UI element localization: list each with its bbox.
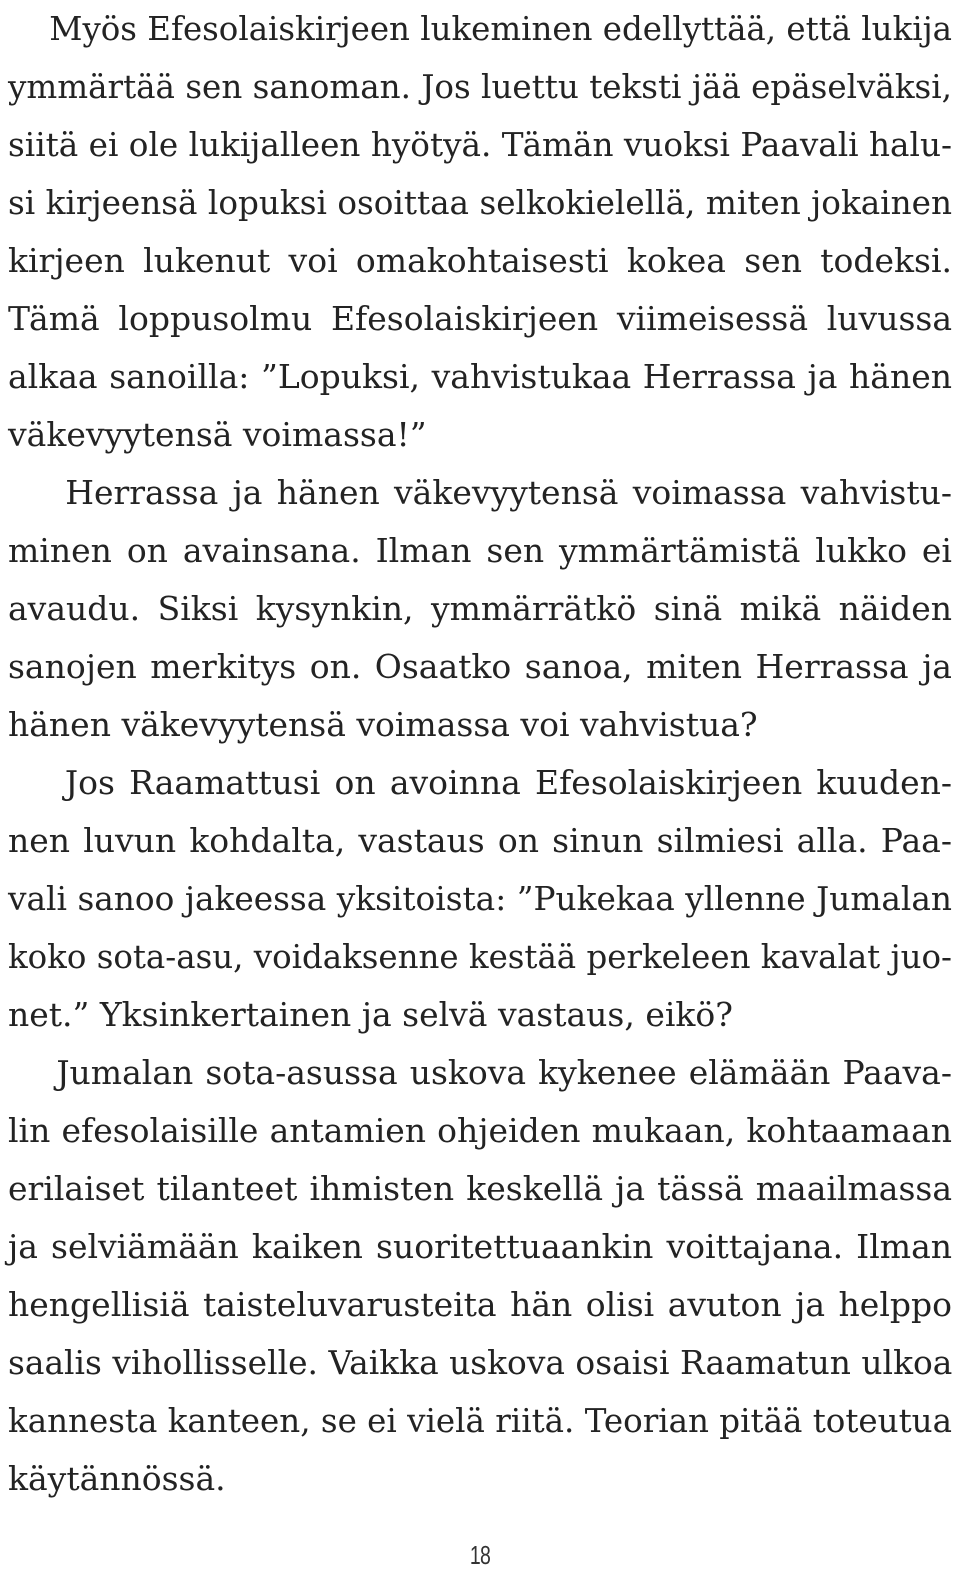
text-line: ja selviämään kaiken suoritettuaankin voittajana. Ilman — [8, 1227, 952, 1266]
text-line: si kirjeensä lopuksi osoittaa selkokielellä, miten jokainen — [8, 184, 952, 222]
text-line: nen luvun kohdalta, vastaus on sinun silmiesi alla. Paa- — [8, 821, 952, 860]
text-line: saalis vihollisselle. Vaikka uskova osaisi Raamatun ulkoa — [8, 1343, 953, 1382]
text-line: kirjeen lukenut voi omakohtaisesti kokea sen todeksi. — [8, 241, 952, 280]
text-line: hengellisiä taisteluvarusteita hän olisi avuton ja helppo — [8, 1285, 952, 1324]
body-text — [8, 0, 952, 1508]
text-line: kannesta kanteen, se ei vielä riitä. Teorian pitää toteutua — [8, 1402, 952, 1440]
text-line: väkevyytensä voimassa!” — [8, 415, 427, 454]
text-line: Jumalan sota-asussa uskova kykenee elämään Paava- — [8, 1053, 952, 1092]
text-line: Herrassa ja hänen väkevyytensä voimassa vahvistu- — [8, 473, 952, 512]
text-line: sanojen merkitys on. Osaatko sanoa, miten Herrassa ja — [8, 647, 952, 686]
text-line: alkaa sanoilla: ”Lopuksi, vahvistukaa Herrassa ja hänen — [8, 357, 952, 396]
text-line: ymmärtää sen sanoman. Jos luettu teksti jää epäselväksi, — [8, 68, 952, 106]
text-line: avaudu. Siksi kysynkin, ymmärrätkö sinä mikä näiden — [8, 589, 952, 628]
text-line: minen on avainsana. Ilman sen ymmärtämistä lukko ei — [8, 531, 952, 570]
text-line: vali sanoo jakeessa yksitoista: ”Pukekaa yllenne Jumalan — [8, 880, 952, 918]
text-line: Jos Raamattusi on avoinna Efesolaiskirjeen kuuden- — [8, 763, 952, 802]
text-line: siitä ei ole lukijalleen hyötyä. Tämän vuoksi Paavali halu- — [8, 126, 952, 164]
text-line: Tämä loppusolmu Efesolaiskirjeen viimeisessä luvussa — [8, 299, 952, 338]
text-line: koko sota-asu, voidaksenne kestää perkeleen kavalat juo- — [8, 938, 952, 976]
page-number: 18 — [469, 1540, 491, 1570]
text-line: käytännössä. — [8, 1459, 226, 1498]
text-line: hänen väkevyytensä voimassa voi vahvistua? — [8, 705, 758, 744]
text-line: lin efesolaisille antamien ohjeiden mukaan, kohtaamaan — [8, 1111, 952, 1150]
text-line: net.” Yksinkertainen ja selvä vastaus, eikö? — [8, 995, 733, 1034]
text-line: erilaiset tilanteet ihmisten keskellä ja tässä maailmassa — [8, 1169, 952, 1208]
text-line: Myös Efesolaiskirjeen lukeminen edellyttää, että lukija — [8, 10, 952, 48]
